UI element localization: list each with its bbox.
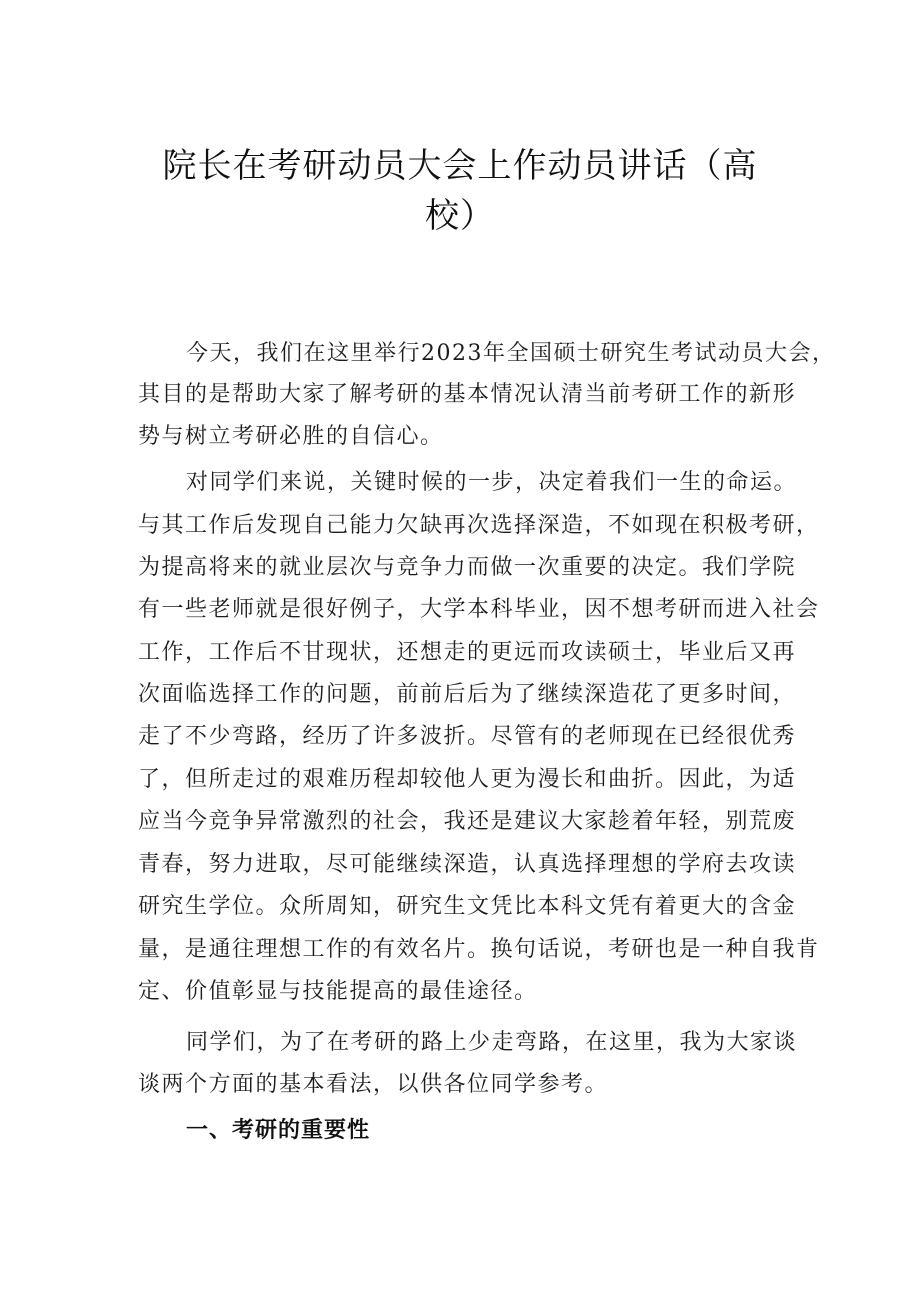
- document-title-line-2: 校）: [425, 196, 495, 236]
- paragraph-2-line-9: 应当今竞争异常激烈的社会，我还是建议大家趁着年轻，别荒废: [138, 809, 797, 834]
- paragraph-2-line-1: 对同学们来说，关键时候的一步，决定着我们一生的命运。: [186, 470, 798, 495]
- paragraph-1-line-3: 势与树立考研必胜的自信心。: [138, 424, 444, 449]
- paragraph-2-line-13: 定、价值彰显与技能提高的最佳途径。: [138, 979, 538, 1004]
- paragraph-3-line-2: 谈两个方面的基本看法，以供各位同学参考。: [138, 1072, 609, 1097]
- document-title-line-1: 院长在考研动员大会上作动员讲话（高: [162, 146, 758, 186]
- paragraph-2-line-11: 研究生学位。众所周知，研究生文凭比本科文凭有着更大的含金: [138, 894, 797, 919]
- paragraph-3-line-1: 同学们，为了在考研的路上少走弯路，在这里，我为大家谈: [186, 1030, 798, 1055]
- paragraph-1-line-1: 今天，我们在这里举行2023年全国硕士研究生考试动员大会，: [186, 341, 836, 366]
- paragraph-2-line-4: 有一些老师就是很好例子，大学本科毕业，因不想考研而进入社会: [138, 597, 820, 622]
- section-heading: 一、考研的重要性: [186, 1118, 371, 1143]
- paragraph-2-line-2: 与其工作后发现自己能力欠缺再次选择深造，不如现在积极考研，: [138, 513, 820, 538]
- paragraph-2-line-8: 了，但所走过的艰难历程却较他人更为漫长和曲折。因此，为适: [138, 767, 797, 792]
- paragraph-2-line-3: 为提高将来的就业层次与竞争力而做一次重要的决定。我们学院: [138, 555, 797, 580]
- paragraph-2-line-10: 青春，努力进取，尽可能继续深造，认真选择理想的学府去攻读: [138, 852, 797, 877]
- paragraph-2-line-6: 次面临选择工作的问题，前前后后为了继续深造花了更多时间，: [138, 682, 797, 707]
- paragraph-2-line-5: 工作，工作后不甘现状，还想走的更远而攻读硕士，毕业后又再: [138, 640, 797, 665]
- paragraph-2-line-7: 走了不少弯路，经历了许多波折。尽管有的老师现在已经很优秀: [138, 724, 797, 749]
- paragraph-2-line-12: 量，是通往理想工作的有效名片。换句话说，考研也是一种自我肯: [138, 937, 820, 962]
- paragraph-1-line-2: 其目的是帮助大家了解考研的基本情况认清当前考研工作的新形: [138, 382, 797, 407]
